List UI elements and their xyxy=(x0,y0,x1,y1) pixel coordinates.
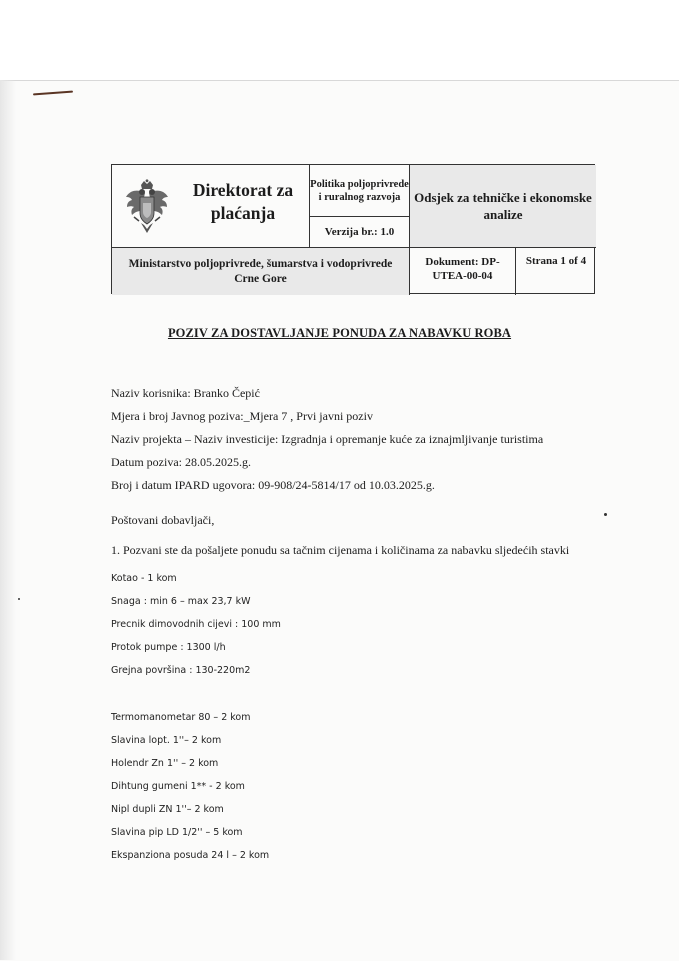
department-cell: Odsjek za tehničke i ekonomske analize xyxy=(410,165,596,248)
document-title: POZIV ZA DOSTAVLJANJE PONUDA ZA NABAVKU ROBA xyxy=(167,326,512,340)
organization-name-line1: Direktorat za xyxy=(192,180,294,200)
list-item: Termomanometar 80 – 2 kom xyxy=(111,712,251,723)
document-number-cell: Dokument: DP-UTEA-00-04 xyxy=(410,248,516,295)
list-item: Ekspanziona posuda 24 l – 2 kom xyxy=(111,850,270,861)
scan-edge-shadow xyxy=(0,80,16,960)
ministry-cell: Ministarstvo poljoprivrede, šumarstva i vodoprivrede Crne Gore xyxy=(112,248,410,295)
list-item: Slavina pip LD 1/2'' – 5 kom xyxy=(111,827,243,838)
list-item: Kotao - 1 kom xyxy=(111,573,177,584)
montenegro-coat-of-arms-icon xyxy=(124,179,170,235)
header-logo-cell xyxy=(112,165,310,248)
scan-speck xyxy=(604,513,607,516)
list-item: Slavina lopt. 1''– 2 kom xyxy=(111,735,222,746)
list-item: Grejna površina : 130-220m2 xyxy=(111,665,251,676)
list-item: Protok pumpe : 1300 l/h xyxy=(111,642,226,653)
instruction: 1. Pozvani ste da pošaljete ponudu sa tačnim cijenama i količinama za nabavku sljedećih stavki xyxy=(111,543,570,557)
call-date: Datum poziva: 28.05.2025.g. xyxy=(111,455,251,469)
organization-name xyxy=(182,179,304,225)
scan-speck xyxy=(18,598,20,600)
beneficiary-name: Naziv korisnika: Branko Čepić xyxy=(111,386,260,400)
document-header-table xyxy=(111,164,595,294)
list-item: Nipl dupli ZN 1''– 2 kom xyxy=(111,804,224,815)
policy-cell: Politika poljoprivrede i ruralnog razvoja xyxy=(310,165,410,217)
greeting: Poštovani dobavljači, xyxy=(111,513,215,527)
list-item: Holendr Zn 1'' – 2 kom xyxy=(111,758,219,769)
measure-and-call: Mjera i broj Javnog poziva:_Mjera 7 , Prvi javni poziv xyxy=(111,409,373,423)
ipard-contract: Broj i datum IPARD ugovora: 09-908/24-5814/17 od 10.03.2025.g. xyxy=(111,478,435,492)
project-name: Naziv projekta – Naziv investicije: Izgradnja i opremanje kuće za iznajmljivanje turistima xyxy=(111,432,544,446)
list-item: Precnik dimovodnih cijevi : 100 mm xyxy=(111,619,281,630)
page-number-cell: Strana 1 of 4 xyxy=(525,255,587,267)
list-item: Snaga : min 6 – max 23,7 kW xyxy=(111,596,251,607)
version-cell: Verzija br.: 1.0 xyxy=(310,217,410,248)
organization-name-line2: plaćanja xyxy=(210,203,276,223)
list-item: Dihtung gumeni 1** - 2 kom xyxy=(111,781,245,792)
